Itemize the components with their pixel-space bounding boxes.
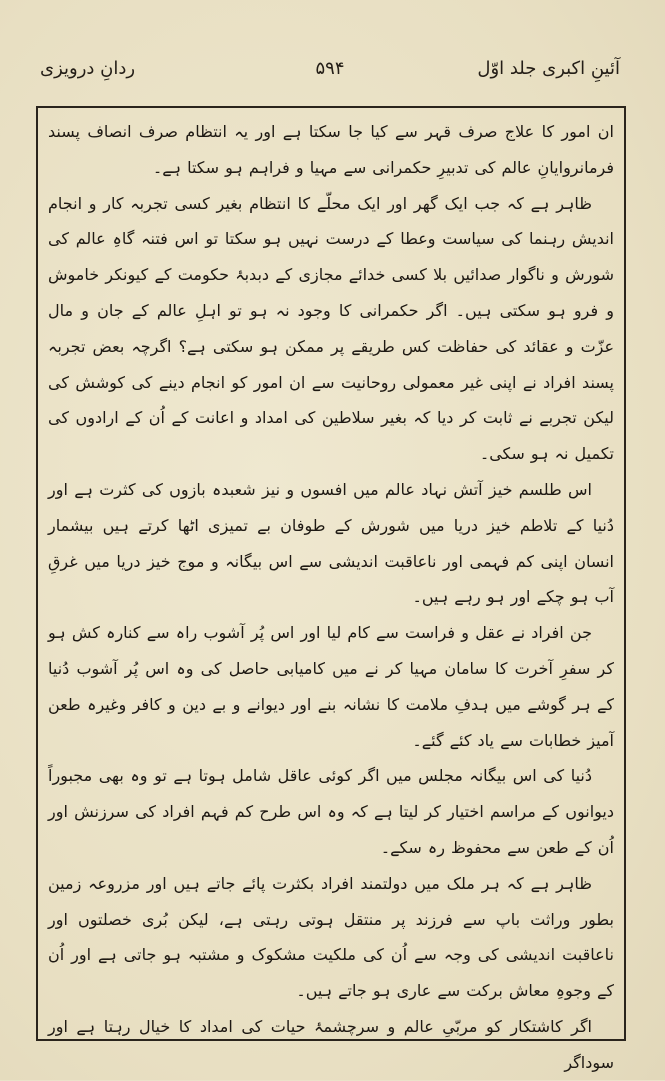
- text-body: [48, 114, 614, 1081]
- page-number: ۵۹۴: [315, 58, 345, 79]
- page-header: [40, 50, 620, 94]
- paragraph-6: ظاہر ہے کہ ہر ملک میں دولتمند افراد بکثرت پائے جاتے ہیں اور مزروعہ زمین بطور وراثت باپ سے فرزند پر منتقل ہوتی رہتی ہے، لیکن بُری خصلتوں اور ناعاقبت اندیشی کی وجہ سے اُن کی ملکیت مشکوک و مشتبہ ہو جاتی ہے اور اُن کے وجوہِ معاش برکت سے عاری ہو جاتے ہیں۔: [48, 873, 614, 1001]
- paragraph-5: دُنیا کی اس بیگانہ مجلس میں اگر کوئی عاقل شامل ہوتا ہے تو وہ بھی مجبوراً دیوانوں کے مراسم اختیار کر لیتا ہے کہ وہ اس طرح کم فہم افراد کی سرزنش اور اُن کے طعن سے محفوظ رہ سکے۔: [48, 766, 614, 857]
- chapter-title-header: ردانِ درویزی: [40, 58, 136, 79]
- paragraph-1: ان امور کا علاج صرف قہر سے کیا جا سکتا ہے اور یہ انتظام صرف انصاف پسند فرمانروایانِ عالم کی تدبیرِ حکمرانی سے مہیا و فراہم ہو سکتا ہے۔: [48, 122, 614, 177]
- paragraph-4: جن افراد نے عقل و فراست سے کام لیا اور اس پُر آشوب راہ سے کنارہ کش ہو کر سفرِ آخرت کا سامان مہیا کر نے میں کامیابی حاصل کی وہ اس پُر آشوب دُنیا کے ہر گوشے میں ہدفِ ملامت کا نشانہ بنے اور دیوانے و بے دین و کافر وغیرہ طعن آمیز خطابات سے یاد کئے گئے۔: [48, 623, 614, 750]
- paragraph-7: اگر کاشتکار کو مربّیِ عالم و سرچشمۂ حیات کی امداد کا خیال رہتا ہے اور سوداگر: [48, 1016, 614, 1072]
- book-title-header: آئینِ اکبری جلد اوّل: [477, 58, 620, 79]
- paragraph-2: ظاہر ہے کہ جب ایک گھر اور ایک محلّے کا انتظام بغیر کسی تجربہ کار و انجام اندیش رہنما کی سیاست وعطا کے درست نہیں ہو سکتا تو اس فتنہ گاہِ عالم کی شورش و ناگوار صدائیں بلا کسی خدائے مجازی کے دبدبۂ حکومت کے کیونکر خاموش و فرو ہو سکتی ہیں۔ اگر حکمرانی کا وجود نہ ہو تو اہلِ عالم کے جان و مال عزّت و عقائد کی حفاظت کس طریقے پر ممکن ہو سکتی ہے؟ اگرچہ بعض تجربہ پسند افراد نے اپنی غیر معمولی روحانیت سے ان امور کو انجام دینے کی کوشش کی لیکن تجربے نے ثابت کر دیا کہ بغیر سلاطین کی امداد و اعانت کے اُن کے ارادوں کی تکمیل نہ ہو سکی۔: [48, 193, 614, 464]
- paragraph-3: اس طلسم خیز آتش نہاد عالم میں افسوں و نیز شعبدہ بازوں کی کثرت ہے اور دُنیا کے تلاطم خیز دریا میں شورش کے طوفان بے تمیزی اٹھا کرتے ہیں بیشمار انسان اپنی کم فہمی اور ناعاقبت اندیشی سے اس بیگانہ و موج خیز دریا میں غرقِ آب ہو چکے اور ہو رہے ہیں۔: [48, 479, 614, 607]
